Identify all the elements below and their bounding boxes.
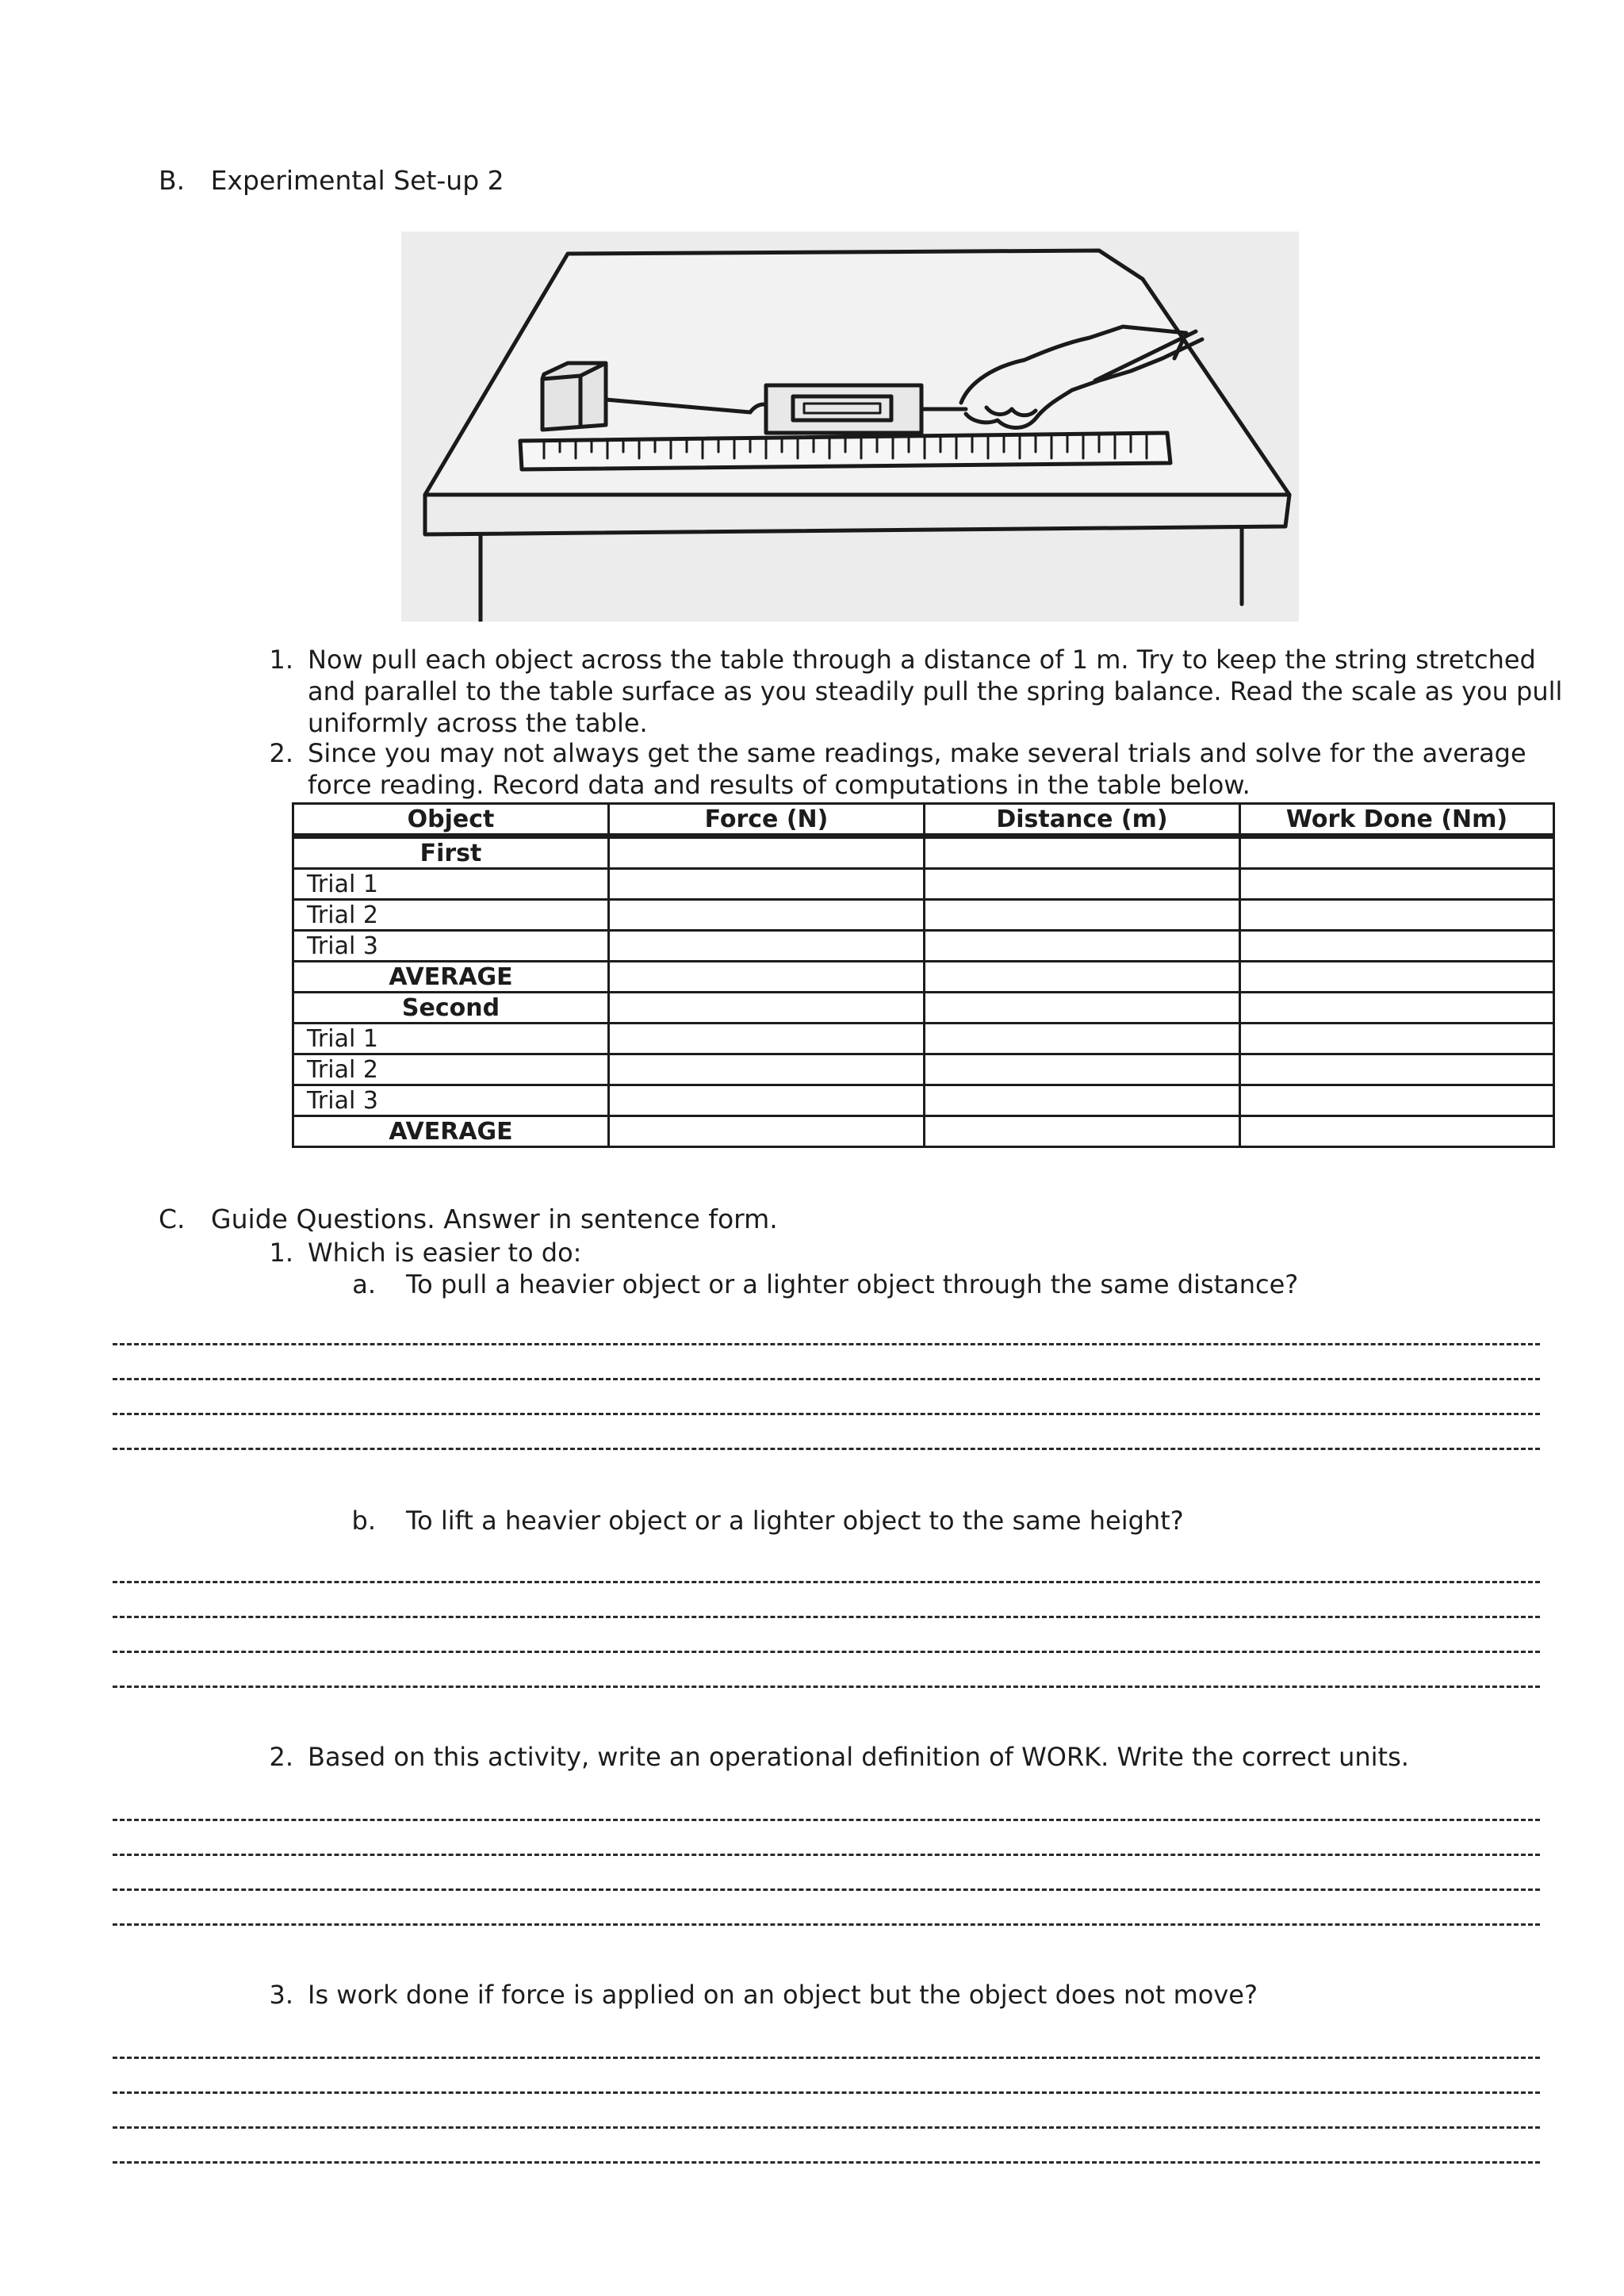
distance-cell[interactable] (925, 931, 1240, 962)
row-label-trial: Trial 1 (293, 1024, 609, 1054)
row-label-average: AVERAGE (293, 1116, 609, 1147)
row-label-average: AVERAGE (293, 962, 609, 993)
answer-line[interactable] (113, 1343, 1540, 1345)
answer-line[interactable] (113, 1854, 1540, 1856)
section-c-letter: C. (159, 1203, 186, 1234)
header-object: Object (293, 804, 609, 836)
distance-cell[interactable] (925, 1116, 1240, 1147)
procedure-step-1-number: 1. (269, 645, 293, 675)
distance-cell[interactable] (925, 1054, 1240, 1085)
distance-cell[interactable] (925, 962, 1240, 993)
section-b-heading (159, 165, 504, 197)
procedure-step-1-line-3: uniformly across the table. (308, 708, 648, 738)
procedure-step-1-line-1: Now pull each object across the table through a distance of 1 m. Try to keep the string stretched (308, 645, 1536, 675)
table-row (293, 869, 1554, 900)
question-1b-text: To lift a heavier object or a lighter object to the same height? (406, 1506, 1184, 1536)
work-cell[interactable] (1240, 836, 1554, 869)
header-distance: Distance (m) (925, 804, 1240, 836)
question-1a-letter: a. (352, 1269, 376, 1299)
distance-cell[interactable] (925, 1024, 1240, 1054)
question-1a-text: To pull a heavier object or a lighter object through the same distance? (406, 1269, 1299, 1299)
answer-line[interactable] (113, 2126, 1540, 2129)
distance-cell[interactable] (925, 869, 1240, 900)
table-row (293, 1054, 1554, 1085)
procedure-step-2-line-2: force reading. Record data and results of computations in the table below. (308, 770, 1251, 800)
answer-line[interactable] (113, 1581, 1540, 1583)
work-cell[interactable] (1240, 1085, 1554, 1116)
row-label-trial: Trial 2 (293, 1054, 609, 1085)
distance-cell[interactable] (925, 1085, 1240, 1116)
answer-line[interactable] (113, 1448, 1540, 1450)
row-label-trial: Trial 3 (293, 931, 609, 962)
table-row (293, 993, 1554, 1024)
table-row (293, 962, 1554, 993)
question-2-text: Based on this activity, write an operational definition of WORK. Write the correct units. (308, 1742, 1409, 1772)
force-cell[interactable] (609, 836, 925, 869)
row-label-second: Second (293, 993, 609, 1024)
work-cell[interactable] (1240, 931, 1554, 962)
answer-line[interactable] (113, 1651, 1540, 1653)
distance-cell[interactable] (925, 836, 1240, 869)
table-row (293, 931, 1554, 962)
section-b-letter: B. (159, 165, 186, 196)
work-cell[interactable] (1240, 993, 1554, 1024)
force-cell[interactable] (609, 869, 925, 900)
work-cell[interactable] (1240, 1054, 1554, 1085)
section-c-title: Guide Questions. Answer in sentence form. (211, 1203, 778, 1234)
force-cell[interactable] (609, 993, 925, 1024)
procedure-step-2-number: 2. (269, 738, 293, 768)
table-row (293, 836, 1554, 869)
header-force: Force (N) (609, 804, 925, 836)
force-cell[interactable] (609, 1116, 925, 1147)
data-table (292, 802, 1555, 1148)
distance-cell[interactable] (925, 993, 1240, 1024)
table-row (293, 1116, 1554, 1147)
answer-line[interactable] (113, 2057, 1540, 2059)
force-cell[interactable] (609, 1054, 925, 1085)
work-cell[interactable] (1240, 1024, 1554, 1054)
work-cell[interactable] (1240, 962, 1554, 993)
force-cell[interactable] (609, 900, 925, 931)
answer-line[interactable] (113, 1819, 1540, 1821)
force-cell[interactable] (609, 962, 925, 993)
question-3-number: 3. (269, 1980, 293, 2010)
row-label-trial: Trial 3 (293, 1085, 609, 1116)
question-2-number: 2. (269, 1742, 293, 1772)
section-b-title: Experimental Set-up 2 (210, 165, 504, 196)
table-row (293, 900, 1554, 931)
force-cell[interactable] (609, 1024, 925, 1054)
table-row (293, 1024, 1554, 1054)
distance-cell[interactable] (925, 900, 1240, 931)
answer-line[interactable] (113, 1616, 1540, 1618)
question-1-text: Which is easier to do: (308, 1238, 582, 1268)
answer-line[interactable] (113, 2091, 1540, 2094)
question-1-number: 1. (269, 1238, 293, 1268)
answer-line[interactable] (113, 1888, 1540, 1891)
table-header-row (293, 804, 1554, 836)
answer-line[interactable] (113, 1923, 1540, 1926)
force-cell[interactable] (609, 1085, 925, 1116)
procedure-step-2-line-1: Since you may not always get the same readings, make several trials and solve for the average (308, 738, 1526, 768)
force-cell[interactable] (609, 931, 925, 962)
answer-line[interactable] (113, 1378, 1540, 1380)
row-label-trial: Trial 1 (293, 869, 609, 900)
work-cell[interactable] (1240, 900, 1554, 931)
procedure-step-1-line-2: and parallel to the table surface as you steadily pull the spring balance. Read the scale as you pull (308, 676, 1563, 706)
experimental-setup-figure (401, 232, 1299, 622)
work-cell[interactable] (1240, 869, 1554, 900)
row-label-trial: Trial 2 (293, 900, 609, 931)
question-1b-letter: b. (351, 1506, 376, 1536)
table-row (293, 1085, 1554, 1116)
answer-line[interactable] (113, 1686, 1540, 1688)
section-c-heading (159, 1203, 778, 1235)
work-cell[interactable] (1240, 1116, 1554, 1147)
header-work-done: Work Done (Nm) (1240, 804, 1554, 836)
answer-line[interactable] (113, 1413, 1540, 1415)
row-label-first: First (293, 836, 609, 869)
question-3-text: Is work done if force is applied on an object but the object does not move? (308, 1980, 1258, 2010)
answer-line[interactable] (113, 2161, 1540, 2164)
